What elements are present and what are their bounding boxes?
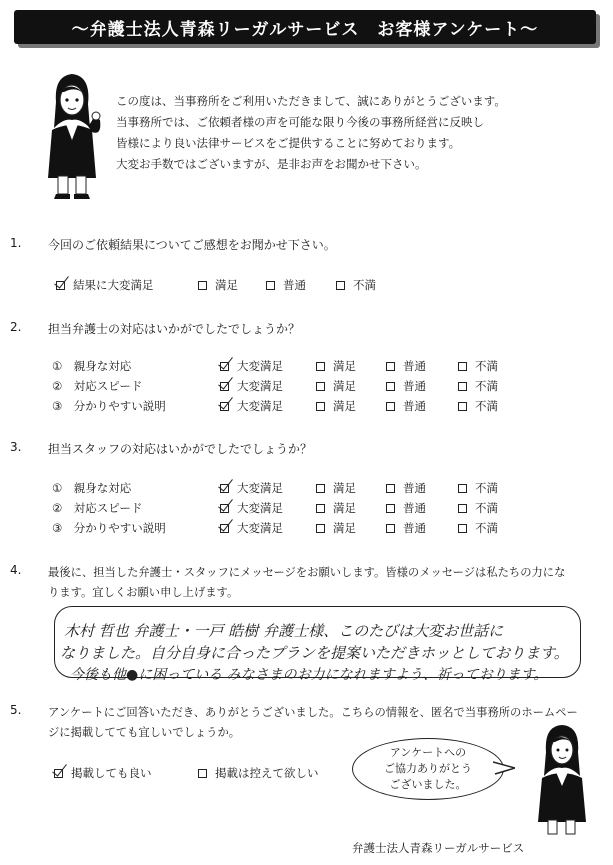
intro-line: 大変お手数ではございますが、是非お声をお聞かせ下さい。 <box>116 157 427 171</box>
q1-option-very-satisfied[interactable]: 結果に大変満足 <box>56 277 198 293</box>
intro-line: 皆様により良い法律サービスをご提供することに努めております。 <box>116 136 461 150</box>
option-very-satisfied[interactable]: 大変満足 <box>220 500 316 516</box>
question-5-text: アンケートにご回答いただき、ありがとうございました。こちらの情報を、匿名で当事務所のホームペー ジに掲載してても宜しいでしょうか。 <box>48 706 578 739</box>
checkbox[interactable] <box>386 402 395 411</box>
checkbox[interactable] <box>220 484 229 493</box>
question-2-text: 担当弁護士の対応はいかがでしたでしょうか？ <box>48 322 301 336</box>
thank-you-bubble: アンケートへの ご協力ありがとう ございました。 <box>352 738 504 800</box>
option-very-satisfied[interactable]: 大変満足 <box>220 378 316 394</box>
checkbox[interactable] <box>198 769 207 778</box>
checkbox[interactable] <box>336 281 345 290</box>
footer-org-name: 弁護士法人青森リーガルサービス <box>352 841 525 855</box>
q1-option-normal[interactable]: 普通 <box>266 277 336 293</box>
checkbox[interactable] <box>198 281 207 290</box>
checkbox[interactable] <box>316 382 325 391</box>
option-normal[interactable]: 普通 <box>386 500 458 516</box>
checkbox[interactable] <box>266 281 275 290</box>
option-satisfied[interactable]: 満足 <box>316 500 386 516</box>
q3-row-1 <box>52 478 498 498</box>
option-normal[interactable]: 普通 <box>386 378 458 394</box>
checkbox[interactable] <box>386 524 395 533</box>
option-unsatisfied[interactable]: 不満 <box>458 378 498 394</box>
checkbox[interactable] <box>458 402 467 411</box>
option-satisfied[interactable]: 満足 <box>316 358 386 374</box>
checkbox[interactable] <box>220 504 229 513</box>
question-3-number: 3. <box>10 440 22 454</box>
q3-row-2 <box>52 498 498 518</box>
option-very-satisfied[interactable]: 大変満足 <box>220 398 316 414</box>
question-1-text: 今回のご依頼結果についてご感想をお聞かせ下さい。 <box>48 238 336 252</box>
checkbox[interactable] <box>316 484 325 493</box>
item-label: ③ 分かりやすい説明 <box>52 399 166 413</box>
intro-line: 当事務所では、ご依頼者様の声を可能な限り今後の事務所経営に反映し <box>116 115 484 129</box>
q2-row-3 <box>52 396 498 416</box>
handwritten-message-line: 木村 哲也 弁護士・一戸 皓樹 弁護士様、このたびは大変お世話に <box>64 622 504 640</box>
q5-option-allow[interactable]: 掲載しても良い <box>54 765 198 781</box>
question-5-number: 5. <box>10 703 22 717</box>
item-label: ② 対応スピード <box>52 379 143 393</box>
option-very-satisfied[interactable]: 大変満足 <box>220 358 316 374</box>
checkbox[interactable] <box>458 524 467 533</box>
option-satisfied[interactable]: 満足 <box>316 520 386 536</box>
checkbox[interactable] <box>386 382 395 391</box>
q2-row-2 <box>52 376 498 396</box>
item-label: ① 親身な対応 <box>52 359 132 373</box>
checkbox[interactable] <box>316 504 325 513</box>
option-normal[interactable]: 普通 <box>386 520 458 536</box>
option-satisfied[interactable]: 満足 <box>316 378 386 394</box>
option-very-satisfied[interactable]: 大変満足 <box>220 480 316 496</box>
option-unsatisfied[interactable]: 不満 <box>458 398 498 414</box>
q5-options <box>54 765 319 781</box>
checkbox[interactable] <box>458 382 467 391</box>
q3-grid <box>52 478 498 538</box>
staff-illustration-top <box>36 70 108 202</box>
q2-row-1 <box>52 356 498 376</box>
option-satisfied[interactable]: 満足 <box>316 398 386 414</box>
question-number: 1. <box>10 236 22 250</box>
option-unsatisfied[interactable]: 不満 <box>458 480 498 496</box>
checkbox[interactable] <box>220 362 229 371</box>
option-unsatisfied[interactable]: 不満 <box>458 500 498 516</box>
checkbox[interactable] <box>220 402 229 411</box>
q2-grid <box>52 356 498 416</box>
q3-row-3 <box>52 518 498 538</box>
checkbox[interactable] <box>56 281 65 290</box>
checkbox[interactable] <box>386 484 395 493</box>
staff-illustration-bottom <box>530 722 594 840</box>
checkbox[interactable] <box>220 524 229 533</box>
intro-line: この度は、当事務所をご利用いただきまして、誠にありがとうございます。 <box>116 94 506 108</box>
question-4-number: 4. <box>10 563 22 577</box>
handwritten-message-line: 今後も他●に困っている みなさまのお力になれますよう、祈っております。 <box>70 667 548 683</box>
item-label: ② 対応スピード <box>52 501 143 515</box>
option-unsatisfied[interactable]: 不満 <box>458 520 498 536</box>
checkbox[interactable] <box>316 402 325 411</box>
handwritten-message-line: なりました。自分自身に合ったプランを提案いただきホッとしております。 <box>60 644 569 662</box>
question-3-text: 担当スタッフの対応はいかがでしたでしょうか？ <box>48 442 313 456</box>
checkbox[interactable] <box>316 362 325 371</box>
checkbox[interactable] <box>54 769 63 778</box>
question-2-number: 2. <box>10 320 22 334</box>
checkbox[interactable] <box>386 362 395 371</box>
checkbox[interactable] <box>386 504 395 513</box>
q1-option-unsatisfied[interactable]: 不満 <box>336 277 376 293</box>
question-4-text: 最後に、担当した弁護士・スタッフにメッセージをお願いします。皆様のメッセージは私たちの力にな ります。宜しくお願い申し上げます。 <box>48 566 566 599</box>
option-normal[interactable]: 普通 <box>386 358 458 374</box>
option-satisfied[interactable]: 満足 <box>316 480 386 496</box>
intro-text <box>116 91 506 175</box>
option-normal[interactable]: 普通 <box>386 398 458 414</box>
checkbox[interactable] <box>458 362 467 371</box>
q1-options <box>56 277 376 293</box>
survey-title: ～弁護士法人青森リーガルサービス お客様アンケート～ <box>14 10 596 44</box>
checkbox[interactable] <box>220 382 229 391</box>
bubble-tail <box>493 760 515 776</box>
checkbox[interactable] <box>458 484 467 493</box>
q5-option-decline[interactable]: 掲載は控えて欲しい <box>198 765 319 781</box>
item-label: ③ 分かりやすい説明 <box>52 521 166 535</box>
option-very-satisfied[interactable]: 大変満足 <box>220 520 316 536</box>
question-1 <box>10 236 21 250</box>
option-normal[interactable]: 普通 <box>386 480 458 496</box>
item-label: ① 親身な対応 <box>52 481 132 495</box>
checkbox[interactable] <box>458 504 467 513</box>
q1-option-satisfied[interactable]: 満足 <box>198 277 266 293</box>
option-unsatisfied[interactable]: 不満 <box>458 358 498 374</box>
checkbox[interactable] <box>316 524 325 533</box>
